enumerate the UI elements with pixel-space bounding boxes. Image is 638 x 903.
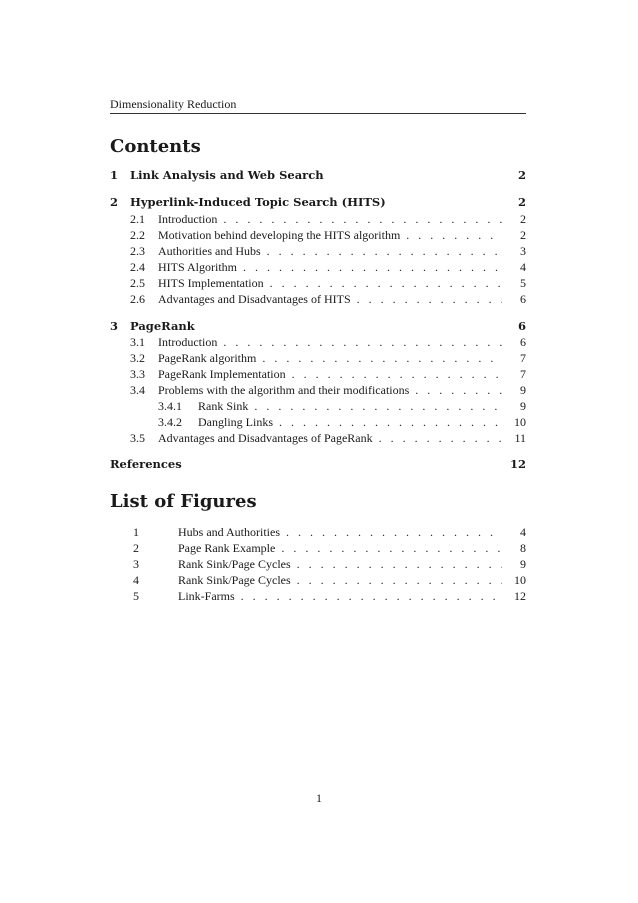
toc-title: Link Analysis and Web Search [130,168,324,182]
toc-page: 5 [520,276,526,290]
figure-title: Page Rank Example [178,541,276,555]
toc-entry-2-3[interactable] [110,243,526,259]
toc-entry-3-1[interactable] [110,334,526,350]
dot-leader [379,430,502,446]
figure-entry-4[interactable] [110,572,526,588]
toc-number: 2.4 [130,260,145,274]
toc-entry-3-5[interactable] [110,430,526,446]
dot-leader [406,227,502,243]
page-number: 1 [316,791,322,805]
figure-number: 2 [133,541,139,555]
toc-page: 11 [514,431,526,445]
toc-page: 4 [520,260,526,274]
running-header: Dimensionality Reduction [110,97,237,111]
figure-page: 10 [514,573,526,587]
toc-title: Advantages and Disadvantages of PageRank [158,431,373,445]
toc-title: References [110,457,182,471]
toc-entry-2-6[interactable] [110,291,526,307]
toc-entry-3-3[interactable] [110,366,526,382]
toc-page: 2 [517,195,526,209]
list-of-figures-heading: List of Figures [110,491,257,512]
toc-number: 3.4.2 [158,415,182,429]
dot-leader [267,243,502,259]
dot-leader [223,334,502,350]
toc-title: Authorities and Hubs [158,244,261,258]
toc-number: 2.5 [130,276,145,290]
toc-page: 2 [520,228,526,242]
toc-page: 9 [520,399,526,413]
dot-leader [297,572,502,588]
dot-leader [243,259,502,275]
figure-entry-1[interactable] [110,524,526,540]
dot-leader [415,382,502,398]
toc-number: 2.3 [130,244,145,258]
toc-title: PageRank Implementation [158,367,286,381]
dot-leader [357,291,502,307]
toc-title: PageRank [130,319,195,333]
toc-number: 3.5 [130,431,145,445]
toc-title: Dangling Links [198,415,273,429]
contents-heading: Contents [110,136,201,157]
toc-entry-2[interactable] [110,194,526,210]
toc-page: 6 [520,292,526,306]
toc-title: PageRank algorithm [158,351,257,365]
figure-title: Rank Sink/Page Cycles [178,557,291,571]
toc-entry-2-1[interactable] [110,211,526,227]
dot-leader [270,275,502,291]
toc-page: 9 [520,383,526,397]
dot-leader [292,366,502,382]
toc-title: Introduction [158,335,218,349]
toc-page: 6 [520,335,526,349]
dot-leader [281,540,502,556]
figure-title: Rank Sink/Page Cycles [178,573,291,587]
toc-number: 3.2 [130,351,145,365]
toc-number: 3.4.1 [158,399,182,413]
toc-page: 6 [517,319,526,333]
toc-title: HITS Algorithm [158,260,238,274]
toc-page: 12 [509,457,526,471]
figure-page: 9 [520,557,526,571]
figure-entry-5[interactable] [110,588,526,604]
toc-title: Rank Sink [198,399,249,413]
toc-page: 7 [520,351,526,365]
dot-leader [254,398,502,414]
toc-page: 2 [520,212,526,226]
figure-page: 8 [520,541,526,555]
toc-number: 2.1 [130,212,145,226]
toc-title: Advantages and Disadvantages of HITS [158,292,351,306]
toc-number: 3.4 [130,383,145,397]
figure-number: 3 [133,557,139,571]
toc-entry-2-5[interactable] [110,275,526,291]
figure-number: 5 [133,589,139,603]
figure-title: Hubs and Authorities [178,525,280,539]
figure-number: 1 [133,525,139,539]
dot-leader [241,588,502,604]
figure-page: 12 [514,589,526,603]
header-rule [110,113,526,114]
toc-entry-3-4-1[interactable] [110,398,526,414]
toc-page: 3 [520,244,526,258]
toc-number: 1 [110,168,119,182]
toc-title: Hyperlink-Induced Topic Search (HITS) [130,195,386,209]
toc-number: 3 [110,319,119,333]
toc-number: 2.6 [130,292,145,306]
toc-title: Motivation behind developing the HITS algorithm [158,228,401,242]
toc-number: 3.3 [130,367,145,381]
figure-page: 4 [520,525,526,539]
figure-title: Link-Farms [178,589,235,603]
toc-entry-3-4[interactable] [110,382,526,398]
toc-entry-3-4-2[interactable] [110,414,526,430]
toc-title: Introduction [158,212,218,226]
toc-page: 10 [514,415,526,429]
figure-number: 4 [133,573,139,587]
dot-leader [286,524,502,540]
toc-entry-3-2[interactable] [110,350,526,366]
toc-entry-2-4[interactable] [110,259,526,275]
toc-title: HITS Implementation [158,276,264,290]
toc-entry-references[interactable] [110,456,526,472]
toc-title: Problems with the algorithm and their modifications [158,383,410,397]
toc-number: 3.1 [130,335,145,349]
figure-entry-2[interactable] [110,540,526,556]
toc-entry-3[interactable] [110,318,526,334]
figure-entry-3[interactable] [110,556,526,572]
toc-number: 2.2 [130,228,145,242]
toc-page: 2 [517,168,526,182]
dot-leader [297,556,502,572]
toc-number: 2 [110,195,119,209]
dot-leader [262,350,502,366]
toc-page: 7 [520,367,526,381]
dot-leader [223,211,502,227]
dot-leader [279,414,502,430]
toc-entry-2-2[interactable] [110,227,526,243]
toc-entry-1[interactable] [110,167,526,183]
